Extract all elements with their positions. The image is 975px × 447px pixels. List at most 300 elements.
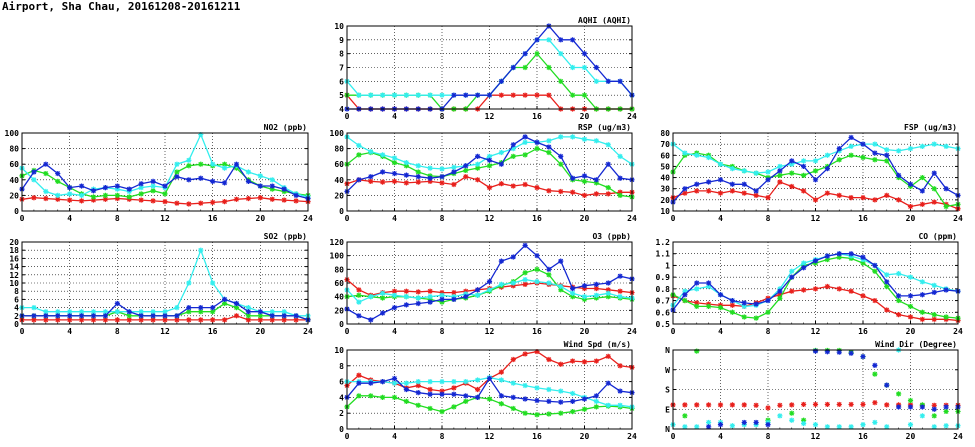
data-point-green <box>694 348 699 353</box>
data-point-red <box>534 185 539 190</box>
data-point-red <box>511 93 516 98</box>
data-point-blue <box>896 293 901 298</box>
data-point-green <box>801 173 806 178</box>
data-point-red <box>210 200 215 205</box>
data-point-red <box>884 307 889 312</box>
data-point-blue <box>570 286 575 291</box>
tick-label-x: 12 <box>810 432 821 441</box>
data-point-red <box>115 317 120 322</box>
data-point-red <box>606 191 611 196</box>
data-point-green <box>754 316 759 321</box>
data-point-red <box>884 402 889 407</box>
tick-label-x: 0 <box>344 432 350 441</box>
data-point-blue <box>606 162 611 167</box>
tick-label-x: 0 <box>670 327 676 336</box>
tick-label-x: 24 <box>627 327 637 336</box>
data-point-blue <box>416 301 421 306</box>
tick-label-x: 12 <box>160 327 170 336</box>
data-point-red <box>825 402 830 407</box>
data-point-green <box>91 194 96 199</box>
data-point-cyan <box>392 381 397 386</box>
data-point-blue <box>103 313 108 318</box>
data-point-red <box>849 195 854 200</box>
data-point-cyan <box>896 271 901 276</box>
data-point-cyan <box>210 162 215 167</box>
data-point-green <box>487 396 492 401</box>
data-point-blue <box>368 174 373 179</box>
data-point-red <box>451 182 456 187</box>
data-point-green <box>908 304 913 309</box>
data-point-cyan <box>511 381 516 386</box>
data-point-red <box>754 193 759 198</box>
data-point-blue <box>872 363 877 368</box>
tick-label-y: S <box>665 385 670 395</box>
data-point-red <box>523 182 528 187</box>
data-point-red <box>582 359 587 364</box>
data-point-green <box>932 312 937 317</box>
data-point-red <box>706 402 711 407</box>
data-point-cyan <box>618 403 623 408</box>
data-point-blue <box>789 275 794 280</box>
data-point-cyan <box>439 166 444 171</box>
data-point-green <box>380 395 385 400</box>
data-point-red <box>234 313 239 318</box>
data-point-green <box>694 304 699 309</box>
data-point-blue <box>210 179 215 184</box>
tick-label-y: 0.9 <box>655 273 670 283</box>
data-point-cyan <box>594 399 599 404</box>
tick-label-y: N <box>665 346 670 355</box>
data-point-blue <box>546 267 551 272</box>
data-point-green <box>174 169 179 174</box>
data-point-cyan <box>606 403 611 408</box>
tick-label-x: 20 <box>255 214 266 223</box>
data-point-cyan <box>439 379 444 384</box>
data-point-red <box>908 314 913 319</box>
data-point-green <box>682 413 687 418</box>
data-point-green <box>428 406 433 411</box>
data-point-blue <box>523 396 528 401</box>
data-point-cyan <box>570 291 575 296</box>
tick-label-x: 20 <box>579 432 590 441</box>
data-point-red <box>380 180 385 185</box>
data-point-blue <box>860 142 865 147</box>
data-point-blue <box>222 180 227 185</box>
data-point-blue <box>67 313 72 318</box>
data-point-blue <box>718 177 723 182</box>
data-point-red <box>801 402 806 407</box>
data-point-green <box>789 411 794 416</box>
tick-label-y: 5 <box>339 91 344 101</box>
data-point-red <box>682 402 687 407</box>
data-point-red <box>258 195 263 200</box>
data-point-blue <box>404 173 409 178</box>
data-point-blue <box>293 193 298 198</box>
panel-aqhi <box>334 16 637 121</box>
tick-label-x: 20 <box>255 327 266 336</box>
data-point-green <box>582 179 587 184</box>
data-point-red <box>860 195 865 200</box>
data-point-blue <box>896 173 901 178</box>
data-point-cyan <box>368 149 373 154</box>
data-point-cyan <box>523 277 528 282</box>
data-point-cyan <box>896 148 901 153</box>
data-point-green <box>896 391 901 396</box>
data-point-blue <box>534 140 539 145</box>
data-point-cyan <box>475 162 480 167</box>
tick-label-x: 8 <box>765 432 771 441</box>
data-point-red <box>742 191 747 196</box>
data-point-blue <box>103 185 108 190</box>
data-point-red <box>463 174 468 179</box>
data-point-green <box>546 150 551 155</box>
data-point-green <box>813 168 818 173</box>
data-point-cyan <box>594 138 599 143</box>
tick-label-y: 30 <box>660 184 670 194</box>
data-point-blue <box>944 404 949 409</box>
data-point-red <box>813 286 818 291</box>
tick-label-x: 24 <box>627 432 637 441</box>
tick-label-y: 10 <box>334 346 344 355</box>
data-point-red <box>198 201 203 206</box>
data-point-blue <box>368 317 373 322</box>
data-point-blue <box>356 381 361 386</box>
tick-label-x: 24 <box>627 112 637 121</box>
data-point-red <box>31 195 36 200</box>
tick-label-x: 8 <box>439 214 445 223</box>
data-point-blue <box>487 376 492 381</box>
data-point-cyan <box>31 177 36 182</box>
data-point-red <box>43 196 48 201</box>
data-point-red <box>801 287 806 292</box>
tick-label-x: 16 <box>532 112 542 121</box>
data-point-blue <box>234 301 239 306</box>
data-point-blue <box>55 171 60 176</box>
data-point-green <box>523 411 528 416</box>
data-point-blue <box>451 169 456 174</box>
data-point-blue <box>606 280 611 285</box>
data-point-cyan <box>813 422 818 427</box>
data-point-blue <box>920 188 925 193</box>
tick-label-x: 8 <box>114 214 120 223</box>
tick-label-x: 8 <box>114 327 120 336</box>
data-point-green <box>777 296 782 301</box>
data-point-cyan <box>606 142 611 147</box>
data-point-cyan <box>428 93 433 98</box>
data-point-red <box>356 287 361 292</box>
data-point-blue <box>546 144 551 149</box>
data-point-cyan <box>31 305 36 310</box>
data-point-blue <box>234 162 239 167</box>
data-point-blue <box>523 51 528 56</box>
data-point-red <box>872 400 877 405</box>
tick-label-y: 8 <box>14 287 19 297</box>
data-point-cyan <box>416 379 421 384</box>
data-point-red <box>884 193 889 198</box>
tick-label-y: 7 <box>339 63 344 73</box>
tick-label-y: 0 <box>339 207 344 216</box>
data-point-cyan <box>582 65 587 70</box>
data-point-cyan <box>825 153 830 158</box>
data-point-blue <box>499 162 504 167</box>
data-point-cyan <box>404 93 409 98</box>
data-point-red <box>618 289 623 294</box>
data-point-blue <box>849 135 854 140</box>
data-point-green <box>534 146 539 151</box>
tick-label-y: 4 <box>339 105 344 114</box>
tick-label-x: 24 <box>303 214 313 223</box>
data-point-blue <box>582 173 587 178</box>
data-point-cyan <box>570 65 575 70</box>
data-point-cyan <box>849 144 854 149</box>
data-point-red <box>730 303 735 308</box>
data-point-green <box>765 310 770 315</box>
data-point-green <box>439 409 444 414</box>
data-point-blue <box>813 258 818 263</box>
data-point-blue <box>754 420 759 425</box>
data-point-blue <box>742 182 747 187</box>
data-point-cyan <box>210 280 215 285</box>
tick-label-x: 20 <box>905 432 916 441</box>
tick-label-y: 60 <box>660 151 670 161</box>
data-point-cyan <box>174 305 179 310</box>
data-point-blue <box>546 399 551 404</box>
data-point-blue <box>534 398 539 403</box>
tick-label-y: 0.5 <box>655 320 670 329</box>
data-point-cyan <box>416 93 421 98</box>
data-point-green <box>523 270 528 275</box>
tick-label-x: 24 <box>303 327 313 336</box>
data-point-cyan <box>932 283 937 288</box>
data-point-cyan <box>380 93 385 98</box>
tick-label-x: 8 <box>439 432 445 441</box>
data-point-cyan <box>618 294 623 299</box>
data-point-red <box>582 193 587 198</box>
data-point-blue <box>884 153 889 158</box>
data-point-green <box>534 412 539 417</box>
data-point-blue <box>801 265 806 270</box>
data-point-blue <box>91 188 96 193</box>
data-point-blue <box>487 279 492 284</box>
data-point-red <box>523 351 528 356</box>
data-point-green <box>730 310 735 315</box>
data-point-blue <box>487 158 492 163</box>
tick-label-x: 16 <box>532 432 542 441</box>
data-point-red <box>777 403 782 408</box>
data-point-blue <box>174 313 179 318</box>
tick-label-y: 8 <box>339 49 344 59</box>
data-point-cyan <box>546 138 551 143</box>
tick-label-y: 0 <box>339 425 344 434</box>
tick-label-y: 20 <box>9 238 19 247</box>
data-point-cyan <box>682 150 687 155</box>
data-point-red <box>618 363 623 368</box>
data-point-green <box>127 194 132 199</box>
data-point-cyan <box>860 422 865 427</box>
data-point-blue <box>582 51 587 56</box>
data-point-blue <box>31 313 36 318</box>
data-point-green <box>606 185 611 190</box>
data-point-green <box>932 186 937 191</box>
data-point-cyan <box>765 169 770 174</box>
data-point-cyan <box>872 142 877 147</box>
data-point-blue <box>884 383 889 388</box>
data-point-red <box>801 188 806 193</box>
data-point-blue <box>582 396 587 401</box>
tick-label-y: 100 <box>329 251 344 261</box>
data-point-blue <box>270 183 275 188</box>
data-point-blue <box>742 420 747 425</box>
tick-label-x: 16 <box>207 327 218 336</box>
panel-title-wdir: Wind Dir (Degree) <box>875 340 957 349</box>
tick-label-y: 80 <box>9 144 19 154</box>
data-point-green <box>356 152 361 157</box>
data-point-cyan <box>258 173 263 178</box>
tick-label-y: 20 <box>334 306 344 316</box>
tick-label-y: 6 <box>339 377 344 387</box>
data-point-cyan <box>872 420 877 425</box>
panel-title-aqhi: AQHI (AQHI) <box>578 16 631 25</box>
data-point-red <box>523 93 528 98</box>
data-point-blue <box>439 392 444 397</box>
data-point-red <box>777 179 782 184</box>
data-point-blue <box>884 279 889 284</box>
data-point-cyan <box>558 388 563 393</box>
data-point-blue <box>742 300 747 305</box>
data-point-cyan <box>789 418 794 423</box>
tick-label-y: 8 <box>339 361 344 371</box>
data-point-cyan <box>730 423 735 428</box>
data-point-blue <box>872 150 877 155</box>
data-point-red <box>174 201 179 206</box>
data-point-blue <box>920 404 925 409</box>
data-point-green <box>139 191 144 196</box>
data-point-blue <box>849 351 854 356</box>
data-point-blue <box>932 171 937 176</box>
data-point-cyan <box>174 162 179 167</box>
data-point-blue <box>523 134 528 139</box>
data-point-cyan <box>920 279 925 284</box>
data-point-green <box>511 154 516 159</box>
data-point-red <box>150 198 155 203</box>
data-point-cyan <box>451 165 456 170</box>
data-point-blue <box>55 313 60 318</box>
data-point-cyan <box>475 293 480 298</box>
data-point-red <box>765 195 770 200</box>
data-point-blue <box>127 187 132 192</box>
data-point-red <box>558 189 563 194</box>
data-point-blue <box>570 37 575 42</box>
panel-title-co: CO (ppm) <box>918 232 957 241</box>
tick-label-y: 0.6 <box>655 308 670 318</box>
tick-label-x: 0 <box>344 214 350 223</box>
tick-label-x: 8 <box>765 214 771 223</box>
tick-label-y: 0 <box>14 207 19 216</box>
data-point-green <box>115 193 120 198</box>
data-point-blue <box>932 407 937 412</box>
tick-label-x: 24 <box>627 214 637 223</box>
tick-label-x: 0 <box>344 112 350 121</box>
tick-label-y: 16 <box>9 254 19 264</box>
data-point-cyan <box>198 248 203 253</box>
data-point-cyan <box>392 93 397 98</box>
data-point-green <box>356 293 361 298</box>
data-point-blue <box>789 158 794 163</box>
data-point-blue <box>162 313 167 318</box>
data-point-cyan <box>582 137 587 142</box>
data-point-blue <box>115 301 120 306</box>
data-point-blue <box>849 251 854 256</box>
data-point-cyan <box>499 150 504 155</box>
data-point-cyan <box>475 377 480 382</box>
data-point-cyan <box>594 293 599 298</box>
tick-label-x: 12 <box>484 214 495 223</box>
panel-co <box>656 232 963 336</box>
tick-label-y: 10 <box>660 207 670 216</box>
data-point-cyan <box>706 155 711 160</box>
data-point-cyan <box>356 93 361 98</box>
tick-label-y: 9 <box>339 35 344 45</box>
data-point-green <box>558 79 563 84</box>
tick-label-x: 12 <box>810 214 821 223</box>
tick-label-y: 40 <box>9 175 19 185</box>
data-point-red <box>523 282 528 287</box>
data-point-cyan <box>570 134 575 139</box>
tick-label-x: 4 <box>718 214 723 223</box>
data-point-red <box>404 180 409 185</box>
data-point-green <box>416 403 421 408</box>
data-point-red <box>534 93 539 98</box>
data-point-red <box>570 358 575 363</box>
data-point-blue <box>534 37 539 42</box>
data-point-blue <box>368 381 373 386</box>
data-point-blue <box>570 176 575 181</box>
data-point-red <box>813 197 818 202</box>
data-point-cyan <box>499 282 504 287</box>
data-point-green <box>558 162 563 167</box>
page-title: Airport, Sha Chau, 20161208-20161211 <box>2 0 241 13</box>
data-point-green <box>404 399 409 404</box>
data-point-green <box>523 65 528 70</box>
data-point-blue <box>730 298 735 303</box>
data-point-cyan <box>404 294 409 299</box>
data-point-blue <box>706 280 711 285</box>
tick-label-y: 0 <box>14 320 19 329</box>
data-point-green <box>463 399 468 404</box>
data-point-green <box>920 310 925 315</box>
tick-label-x: 4 <box>718 432 723 441</box>
data-point-cyan <box>392 155 397 160</box>
data-point-green <box>162 191 167 196</box>
data-point-blue <box>765 298 770 303</box>
data-point-blue <box>475 154 480 159</box>
data-point-blue <box>765 422 770 427</box>
data-point-red <box>694 188 699 193</box>
data-point-blue <box>380 379 385 384</box>
data-point-blue <box>860 255 865 260</box>
data-point-red <box>754 403 759 408</box>
tick-label-x: 4 <box>392 214 397 223</box>
tick-label-y: 80 <box>334 144 344 154</box>
panel-no2 <box>5 123 313 223</box>
tick-label-x: 4 <box>392 112 397 121</box>
data-point-green <box>43 171 48 176</box>
data-point-cyan <box>546 37 551 42</box>
data-point-cyan <box>523 383 528 388</box>
data-point-blue <box>91 313 96 318</box>
tick-label-y: 20 <box>9 191 19 201</box>
data-point-cyan <box>884 272 889 277</box>
